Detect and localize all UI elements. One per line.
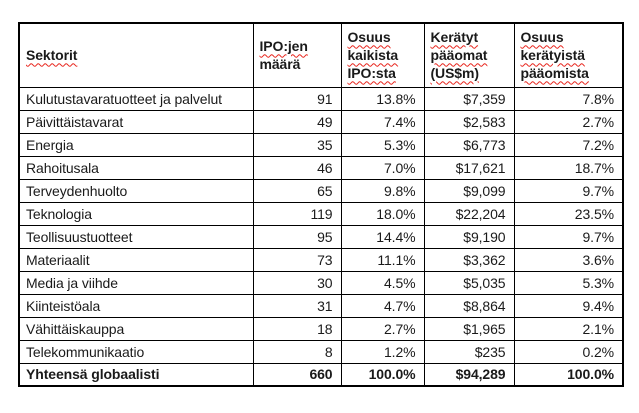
ipo-count-cell: 65 (253, 179, 341, 202)
sector-cell: Energia (19, 133, 253, 156)
table-row (19, 340, 623, 363)
header-word: IPO:jen (259, 38, 308, 55)
share-of-capital-cell: 9.7% (514, 225, 623, 248)
share-of-capital-cell: 9.7% (514, 179, 623, 202)
share-of-ipos-cell: 7.4% (341, 110, 424, 133)
share-of-ipos-cell: 9.8% (341, 179, 424, 202)
ipo-count-cell: 49 (253, 110, 341, 133)
sector-cell: Vähittäiskauppa (19, 317, 253, 340)
sector-cell: Terveydenhuolto (19, 179, 253, 202)
header-row (19, 23, 623, 87)
share-of-ipos-cell: 1.2% (341, 340, 424, 363)
ipo-count-cell: 8 (253, 340, 341, 363)
table-row (19, 271, 623, 294)
share-of-capital-cell: 7.2% (514, 133, 623, 156)
table-row (19, 110, 623, 133)
header-word: IPO:sta (347, 65, 396, 82)
table-row (19, 156, 623, 179)
share-of-capital-cell: 3.6% (514, 248, 623, 271)
table-row (19, 87, 623, 110)
sector-ipo-table (18, 22, 624, 387)
share-of-capital-cell: 18.7% (514, 156, 623, 179)
share-of-capital-cell: 0.2% (514, 340, 623, 363)
share-of-ipos-cell: 2.7% (341, 317, 424, 340)
share-of-ipos-cell: 4.7% (341, 294, 424, 317)
capital-raised-cell: $7,359 (424, 87, 514, 110)
capital-raised-cell: $94,289 (424, 363, 514, 386)
sector-cell: Teknologia (19, 202, 253, 225)
column-header-share-of-all-ipos (341, 23, 424, 87)
capital-raised-cell: $22,204 (424, 202, 514, 225)
sector-cell: Telekommunikaatio (19, 340, 253, 363)
ipo-count-cell: 73 (253, 248, 341, 271)
share-of-capital-cell: 100.0% (514, 363, 623, 386)
share-of-capital-cell: 2.7% (514, 110, 623, 133)
table-row (19, 317, 623, 340)
share-of-capital-cell: 7.8% (514, 87, 623, 110)
sector-cell: Materiaalit (19, 248, 253, 271)
sector-cell: Media ja viihde (19, 271, 253, 294)
capital-raised-cell: $2,583 (424, 110, 514, 133)
table-row (19, 133, 623, 156)
header-word: Osuus (347, 29, 391, 46)
table-body (19, 87, 623, 386)
ipo-count-cell: 119 (253, 202, 341, 225)
header-word: määrä (259, 56, 301, 73)
capital-raised-cell: $235 (424, 340, 514, 363)
capital-raised-cell: $8,864 (424, 294, 514, 317)
share-of-capital-cell: 2.1% (514, 317, 623, 340)
header-word: pääomista (520, 65, 589, 82)
sector-cell: Kulutustavaratuotteet ja palvelut (19, 87, 253, 110)
sector-cell: Teollisuustuotteet (19, 225, 253, 248)
total-row (19, 363, 623, 386)
share-of-ipos-cell: 13.8% (341, 87, 424, 110)
share-of-ipos-cell: 11.1% (341, 248, 424, 271)
column-header-share-of-raised-capital (514, 23, 623, 87)
ipo-count-cell: 35 (253, 133, 341, 156)
header-word: Osuus (520, 29, 564, 46)
share-of-ipos-cell: 100.0% (341, 363, 424, 386)
share-of-capital-cell: 5.3% (514, 271, 623, 294)
sector-cell: Kiinteistöala (19, 294, 253, 317)
column-header-capital-raised (424, 23, 514, 87)
table-row (19, 248, 623, 271)
ipo-count-cell: 91 (253, 87, 341, 110)
capital-raised-cell: $1,965 (424, 317, 514, 340)
ipo-count-cell: 18 (253, 317, 341, 340)
ipo-count-cell: 30 (253, 271, 341, 294)
share-of-ipos-cell: 18.0% (341, 202, 424, 225)
header-word: Sektorit (26, 47, 78, 64)
ipo-count-cell: 95 (253, 225, 341, 248)
share-of-ipos-cell: 14.4% (341, 225, 424, 248)
ipo-count-cell: 46 (253, 156, 341, 179)
table-header (19, 23, 623, 87)
capital-raised-cell: $5,035 (424, 271, 514, 294)
table-row (19, 179, 623, 202)
share-of-ipos-cell: 4.5% (341, 271, 424, 294)
capital-raised-cell: $9,190 (424, 225, 514, 248)
header-word: kerätyistä (520, 47, 585, 64)
share-of-capital-cell: 23.5% (514, 202, 623, 225)
sector-cell: Päivittäistavarat (19, 110, 253, 133)
sector-cell: Yhteensä globaalisti (19, 363, 253, 386)
capital-raised-cell: $9,099 (424, 179, 514, 202)
capital-raised-cell: $6,773 (424, 133, 514, 156)
column-header-ipo-count (253, 23, 341, 87)
header-word: kaikista (347, 47, 399, 64)
sector-cell: Rahoitusala (19, 156, 253, 179)
capital-raised-cell: $3,362 (424, 248, 514, 271)
ipo-count-cell: 31 (253, 294, 341, 317)
share-of-ipos-cell: 7.0% (341, 156, 424, 179)
share-of-capital-cell: 9.4% (514, 294, 623, 317)
header-word: pääomat (430, 47, 488, 64)
header-word: (US$m) (430, 65, 479, 82)
document-page (18, 22, 624, 387)
header-word: Kerätyt (430, 29, 479, 46)
table-row (19, 294, 623, 317)
capital-raised-cell: $17,621 (424, 156, 514, 179)
table-row (19, 202, 623, 225)
table-row (19, 225, 623, 248)
ipo-count-cell: 660 (253, 363, 341, 386)
column-header-sectors (19, 23, 253, 87)
share-of-ipos-cell: 5.3% (341, 133, 424, 156)
